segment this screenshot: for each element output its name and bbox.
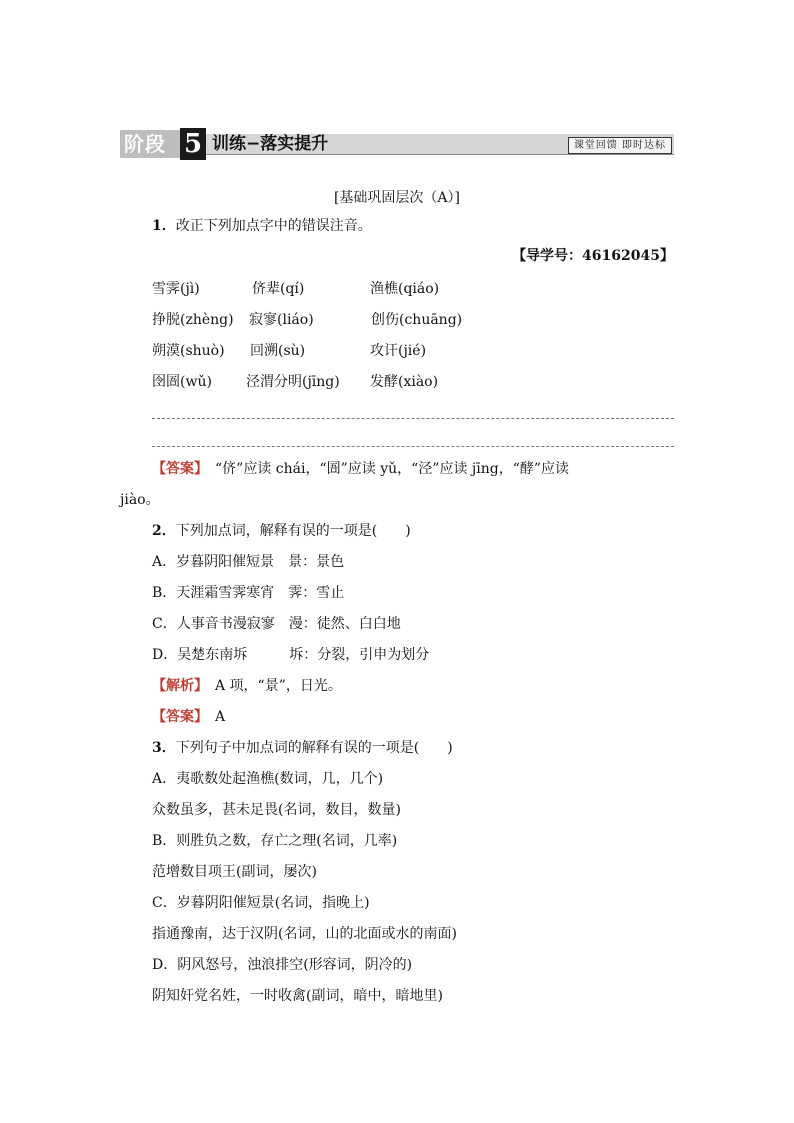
q1-item: 攻讦(jié) (370, 343, 427, 359)
q3-line: D．阴风怒号，浊浪排空(形容词，阴冷的) (152, 957, 413, 973)
banner-stage-number: 5 (180, 128, 206, 160)
q1-item: 雪霁(jì) (152, 281, 200, 297)
q3-stem-text: 下列句子中加点词的解释有误的一项是( ) (175, 740, 453, 756)
q1-stem-text: 改正下列加点字中的错误注音。 (175, 218, 372, 234)
q3-number: 3． (152, 740, 176, 756)
q1-item: 创伤(chuāng) (371, 312, 463, 328)
banner-stage-label: 阶段 (120, 130, 182, 158)
guide-number: 【导学号：46162045】 (512, 248, 674, 264)
q3-line: 指通豫南，达于汉阴(名词，山的北面或水的南面) (152, 926, 457, 942)
q1-item: 挣脱(zhèng) (152, 312, 234, 328)
q3-line: C．岁暮阴阳催短景(名词，指晚上) (152, 895, 370, 911)
q2-answer-text: A (215, 709, 226, 725)
q1-item: 囹圄(wǔ) (152, 374, 212, 390)
banner-tag: 课堂回馈 即时达标 (568, 137, 672, 154)
answer-line (152, 446, 674, 447)
q1-item: 寂寥(liáo) (249, 312, 314, 328)
q1-answer-continued: jiào。 (120, 492, 160, 508)
q1-answer (152, 459, 569, 479)
q3-line: A．夷歌数处起渔樵(数词，几，几个) (152, 771, 384, 787)
q1-answer-text: “侪”应读 chái，“圄”应读 yǔ，“泾”应读 jīng，“酵”应读 (215, 461, 570, 477)
q3-line: 众数虽多，甚未足畏(名词，数目，数量) (152, 802, 401, 818)
q2-analysis (152, 676, 342, 696)
q2-number: 2． (152, 523, 176, 539)
answer-line (152, 418, 674, 419)
q2-stem (152, 521, 411, 541)
q3-line: 范增数目项王(副词，屡次) (152, 864, 317, 880)
stage-banner (120, 130, 674, 158)
q1-item: 朔漠(shuò) (152, 343, 225, 359)
q1-item: 发酵(xiào) (370, 374, 439, 390)
q1-number: 1． (152, 218, 176, 234)
q1-stem (152, 216, 372, 236)
q2-option-d: D．吴楚东南坼 坼：分裂，引申为划分 (152, 647, 430, 663)
banner-title: 训练−落实提升 (212, 134, 329, 154)
q1-item: 回溯(sù) (250, 343, 306, 359)
answer-label: 【答案】 (152, 461, 201, 477)
q3-stem (152, 738, 453, 758)
q3-line: B．则胜负之数，存亡之理(名词，几率) (152, 833, 398, 849)
q2-option-c: C．人事音书漫寂寥 漫：徒然、白白地 (152, 616, 401, 632)
q1-item: 侪辈(qí) (252, 281, 305, 297)
q2-option-b: B．天涯霜雪霁寒宵 霁：雪止 (152, 585, 345, 601)
q1-item: 渔樵(qiáo) (370, 281, 440, 297)
q3-line: 阴知奸党名姓，一时收禽(副词，暗中，暗地里) (152, 988, 443, 1004)
section-heading: [基础巩固层次（A）] (333, 190, 461, 206)
q2-stem-text: 下列加点词，解释有误的一项是( ) (175, 523, 411, 539)
answer-label: 【答案】 (152, 709, 201, 725)
q1-item: 泾渭分明(jīng) (246, 374, 340, 390)
analysis-label: 【解析】 (152, 678, 201, 694)
q2-option-a: A．岁暮阴阳催短景 景：景色 (152, 554, 345, 570)
q2-answer (152, 707, 225, 727)
q2-analysis-text: A 项，“景”，日光。 (215, 678, 342, 694)
